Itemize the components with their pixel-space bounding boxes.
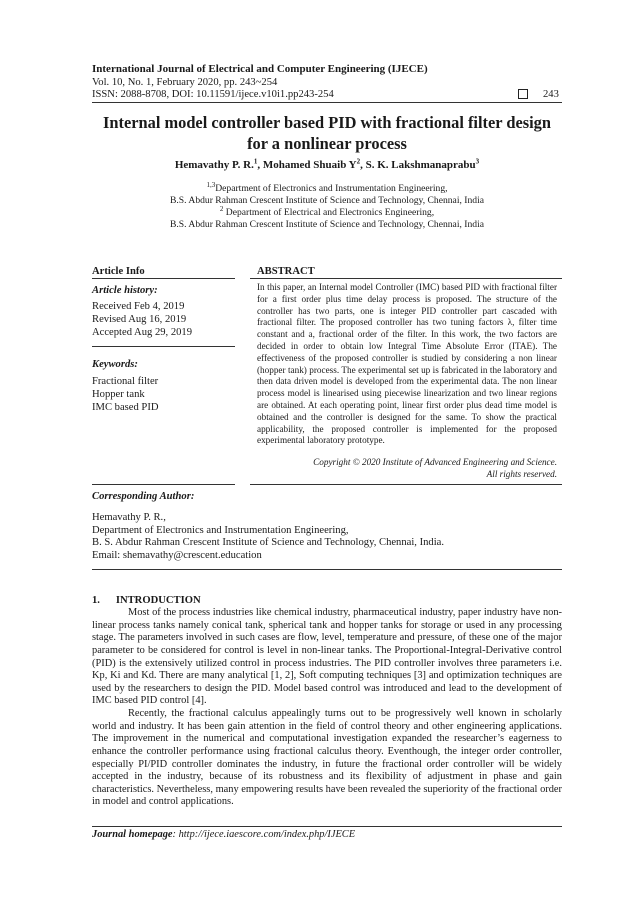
page-number: 243	[543, 89, 559, 100]
author-separator: ,	[360, 159, 366, 171]
paper-title	[80, 112, 574, 154]
author-3: S. K. Lakshmanaprabu	[365, 159, 476, 171]
author-3-affil-mark: 3	[475, 157, 480, 166]
footer-divider	[92, 826, 562, 827]
abstract-text: In this paper, an Internal model Controller (IMC) based PID with fractional filter for a first order plus time delay process is proposed. The structure of the controller has two parts, one is integer PID controller part cascaded with fractional filter. The proposed controller has two tuning factors λ, filter time constant and a, fractional order of the filter. In this work, the two factors are decided in order to obtain low Integral Time Absolute Error (ITAE). The effectiveness of the proposed controller is studied by considering a non linear (hopper tank) process. The experimental set up is fabricated in the laboratory and then data driven model is developed from the experimental data. The non linear process model is linearised using piecewise linearization and two linear regions are obtained. At each operating point, linear first order plus dead time model is obtained and the controller is designed for the same. To show the practical applicability, the proposed controller is implemented for the proposed experimental laboratory prototype.	[257, 282, 557, 446]
affiliation-2-dept	[80, 204, 574, 219]
affiliation-2-dept-text: Department of Electrical and Electronics Engineering,	[223, 207, 435, 218]
copyright-line-1: Copyright © 2020 Institute of Advanced Engineering and Science.	[313, 457, 557, 467]
keywords-divider	[92, 346, 235, 347]
article-info-heading: Article Info	[92, 266, 145, 277]
author-2: Mohamed Shuaib Y	[262, 159, 357, 171]
introduction-paragraph: Most of the process industries like chemical industry, pharmaceutical industry, paper industry have non-linear process tanks namely conical tank, spherical tank and hopper tanks for storage or used in any processing stage. The parameters involved in such cases are flow, level, temperature and pressure, of these one of the major parameter to be considered for control is level in non-linear tanks. The Proportional-Integral-Derivative control (PID) is the extensively utilized control in process industries. The PID controller involves three parameters i.e. Kp, Ki and Kd. There are many analytical [1, 2], Soft computing techniques [3] and optimization techniques are used by the researchers to design the PID. Model based control was introduced and lead to the development of IMC based PID control [4].	[92, 607, 562, 707]
corresponding-divider-right	[250, 484, 562, 485]
introduction-paragraph: Recently, the fractional calculus appealingly turns out to be progressively well known in scholarly world and industry. It has been gain attention in the field of control theory and other engineering applications. The improvement in the numerical and computational investigation expanded the researcher’s eagerness to enhance the controller performance using fractional calculus theory. Eventhough, the integer order controller, especially PI/PID controller dominates the industry, in future the fractional order controller will be widely accepted in the industry, because of its robustness and its flexibility of adjustment in phase and gain characteristics. Nevertheless, many empowering results have been revealed the superiority of the fractional order in model and control applications.	[92, 708, 562, 808]
affiliation-2-institution: B.S. Abdur Rahman Crescent Institute of Science and Technology, Chennai, India	[170, 219, 484, 230]
article-history-label: Article history:	[92, 285, 158, 296]
keywords-label: Keywords:	[92, 359, 138, 370]
abstract-divider	[250, 278, 562, 279]
affiliation-1-dept	[80, 180, 574, 195]
corresponding-bottom-divider	[92, 569, 562, 570]
journal-issn-doi: ISSN: 2088-8708, DOI: 10.11591/ijece.v10i1.pp243-254	[92, 89, 334, 100]
corresponding-author-details	[92, 512, 444, 562]
header-divider	[92, 102, 562, 103]
author-separator: ,	[257, 159, 263, 171]
section-heading-introduction: 1. INTRODUCTION	[92, 595, 201, 606]
keyword-item: Hopper tank	[92, 389, 145, 400]
abstract-heading: ABSTRACT	[257, 266, 315, 277]
corresponding-author-label: Corresponding Author:	[92, 491, 195, 502]
homepage-url[interactable]: : http://ijece.iaescore.com/index.php/IJECE	[172, 829, 356, 840]
author-2-affil-mark: 2	[356, 157, 361, 166]
affiliation-1-institution: B.S. Abdur Rahman Crescent Institute of Science and Technology, Chennai, India	[170, 195, 484, 206]
homepage-label: Journal homepage	[92, 829, 173, 840]
title-line-1: Internal model controller based PID with fractional filter design	[103, 113, 551, 132]
affiliation-1-mark: 1,3	[206, 180, 216, 189]
corresponding-author-name: Hemavathy P. R.,	[92, 512, 166, 523]
journal-homepage-footer	[92, 828, 355, 841]
corresponding-author-email: Email: shemavathy@crescent.education	[92, 549, 262, 561]
history-accepted: Accepted Aug 29, 2019	[92, 327, 193, 338]
keyword-item: IMC based PID	[92, 402, 159, 413]
corresponding-author-dept: Department of Electronics and Instrumentation Engineering,	[92, 524, 349, 536]
introduction-body	[92, 607, 562, 809]
copyright-line-2: All rights reserved.	[486, 468, 557, 479]
history-revised: Revised Aug 16, 2019	[92, 314, 187, 325]
checkbox-square-icon	[518, 89, 528, 99]
corresponding-divider-left	[92, 484, 235, 485]
corresponding-author-institution: B. S. Abdur Rahman Crescent Institute of Science and Technology, Chennai, India.	[92, 537, 445, 549]
author-1: Hemavathy P. R.	[174, 159, 254, 171]
author-list	[80, 158, 574, 172]
copyright-notice	[257, 457, 557, 481]
title-line-2: for a nonlinear process	[247, 134, 407, 153]
author-1-affil-mark: 1	[253, 157, 258, 166]
affiliation-1-dept-text: Department of Electronics and Instrumentation Engineering,	[215, 183, 448, 194]
keyword-item: Fractional filter	[92, 376, 159, 387]
article-info-divider	[92, 278, 235, 279]
history-received: Received Feb 4, 2019	[92, 301, 185, 312]
journal-volume: Vol. 10, No. 1, February 2020, pp. 243~254	[92, 77, 278, 88]
journal-name: International Journal of Electrical and Computer Engineering (IJECE)	[92, 63, 428, 75]
affiliation-2-mark: 2	[219, 204, 224, 213]
